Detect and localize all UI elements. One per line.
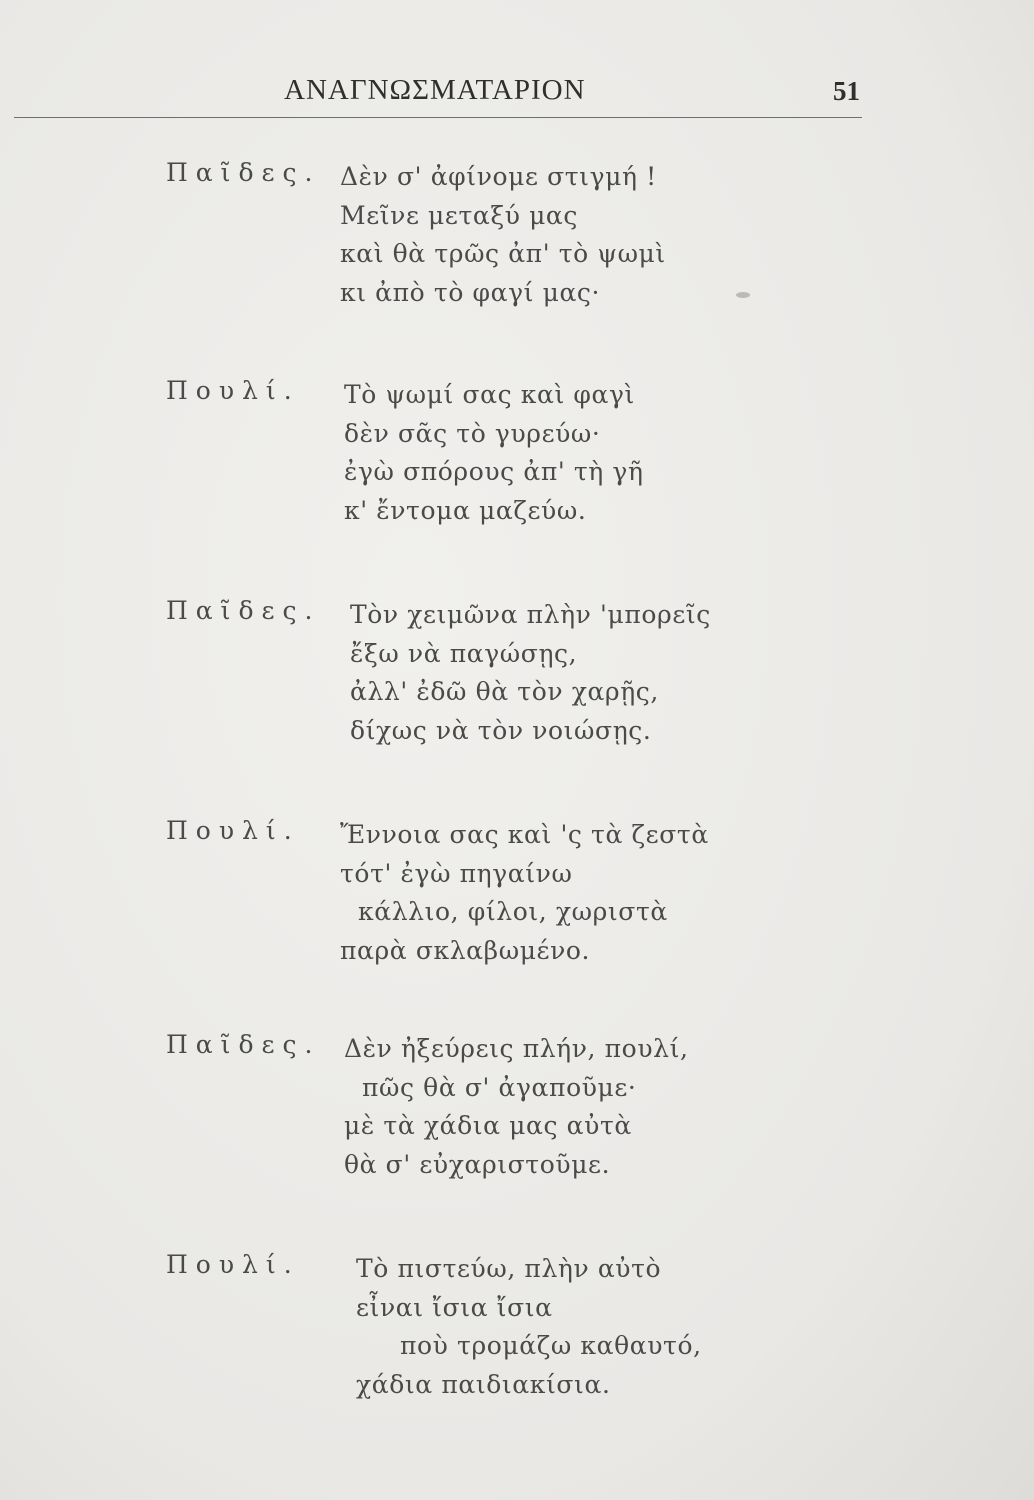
- verse-lines: [344, 1030, 689, 1184]
- verse-line: ποὺ τρομάζω καθαυτό,: [400, 1331, 702, 1360]
- header-rule: [14, 117, 862, 118]
- speaker-label: Πουλί.: [166, 376, 300, 405]
- verse-lines: [356, 1250, 702, 1404]
- book-title: ΑΝΑΓΝΩΣΜΑΤΑΡΙΟΝ: [284, 74, 586, 106]
- verse-line: Τὸ ψωμί σας καὶ φαγὶ: [344, 380, 635, 409]
- verse-line: Ἔννοια σας καὶ 'ς τὰ ζεστὰ: [340, 820, 709, 849]
- running-head: [40, 74, 860, 116]
- verse-line: τότ' ἐγὼ πηγαίνω: [340, 858, 573, 888]
- verse-line: κι ἀπὸ τὸ φαγί μας·: [340, 277, 601, 307]
- speaker-label: Πουλί.: [166, 1250, 300, 1279]
- verse-line: παρὰ σκλαβωμένο.: [340, 935, 591, 965]
- verse-lines: [350, 596, 711, 750]
- verse-line: κάλλιο, φίλοι, χωριστὰ: [358, 897, 668, 926]
- verse-line: ἐγὼ σπόρους ἀπ' τὴ γῆ: [344, 457, 644, 486]
- verse-line: ἔξω νὰ παγώσῃς,: [350, 638, 578, 668]
- verse-lines: [340, 816, 709, 970]
- speaker-label: Παῖδες.: [166, 158, 321, 187]
- verse-line: δὲν σᾶς τὸ γυρεύω·: [344, 418, 601, 448]
- speaker-label: Παῖδες.: [166, 1030, 321, 1059]
- page-number: 51: [833, 76, 860, 106]
- verse-line: Τὸν χειμῶνα πλὴν 'μπορεῖς: [350, 600, 711, 629]
- speaker-label: Παῖδες.: [166, 596, 321, 625]
- verse-line: καὶ θὰ τρῶς ἀπ' τὸ ψωμὶ: [340, 239, 666, 268]
- verse-line: δίχως νὰ τὸν νοιώσῃς.: [350, 715, 652, 745]
- ink-smudge: [736, 292, 750, 298]
- verse-line: θὰ σ' εὐχαριστοῦμε.: [344, 1149, 611, 1179]
- verse-line: εἶναι ἴσια ἴσια: [356, 1292, 553, 1322]
- verse-line: χάδια παιδιακίσια.: [356, 1369, 611, 1399]
- verse-line: ἀλλ' ἐδῶ θὰ τὸν χαρῇς,: [350, 677, 659, 706]
- verse-lines: [340, 158, 666, 312]
- verse-lines: [344, 376, 644, 530]
- verse-line: Μεῖνε μεταξύ μας: [340, 200, 579, 230]
- verse-line: μὲ τὰ χάδια μας αὐτὰ: [344, 1111, 632, 1140]
- verse-line: πῶς θὰ σ' ἀγαποῦμε·: [362, 1072, 637, 1102]
- verse-line: κ' ἔντομα μαζεύω.: [344, 495, 587, 525]
- verse-line: Δὲν σ' ἀφίνομε στιγμή !: [340, 162, 657, 191]
- verse-line: Δὲν ἠξεύρεις πλήν, πουλί,: [344, 1034, 689, 1063]
- speaker-label: Πουλί.: [166, 816, 300, 845]
- verse-line: Τὸ πιστεύω, πλὴν αὐτὸ: [356, 1254, 662, 1283]
